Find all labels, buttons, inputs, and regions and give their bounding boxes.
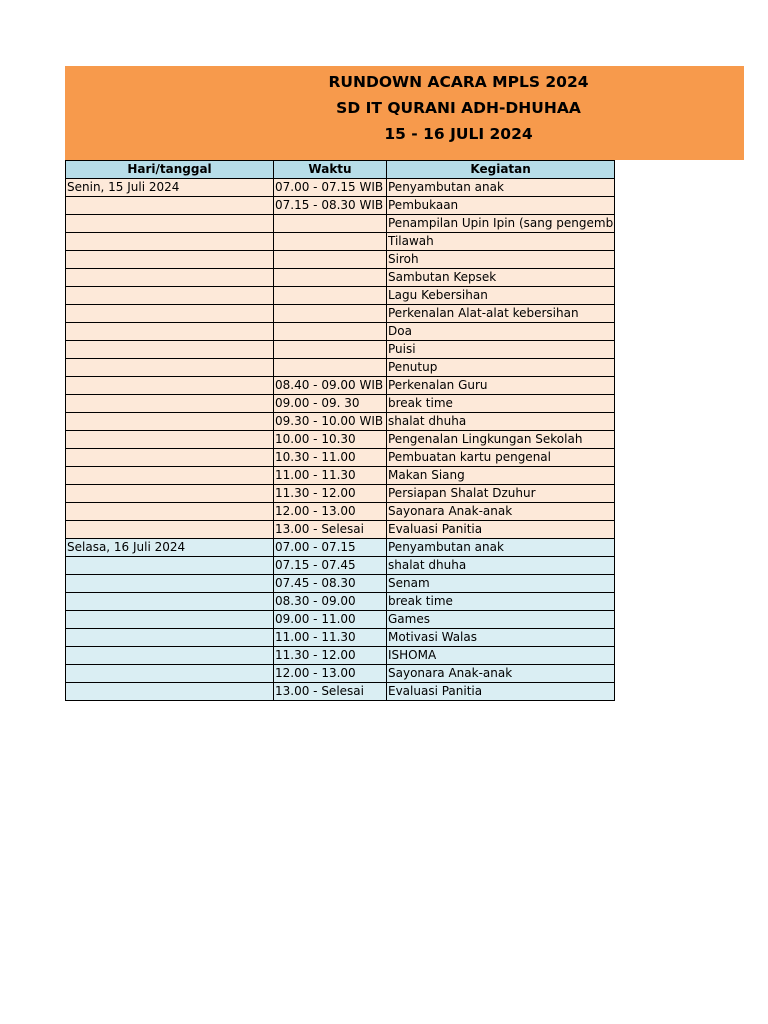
table-row [66, 305, 615, 323]
table-body [66, 179, 615, 701]
table-row [66, 521, 615, 539]
activity-cell: ISHOMA [387, 647, 615, 665]
activity-cell: Evaluasi Panitia [387, 683, 615, 701]
day-cell [66, 629, 274, 647]
time-cell: 07.45 - 08.30 [274, 575, 387, 593]
activity-cell: Lagu Kebersihan [387, 287, 615, 305]
day-cell [66, 305, 274, 323]
day-cell [66, 611, 274, 629]
day-cell: Selasa, 16 Juli 2024 [66, 539, 274, 557]
activity-cell: Makan Siang [387, 467, 615, 485]
day-cell [66, 359, 274, 377]
table-row [66, 503, 615, 521]
schedule-table [65, 160, 615, 701]
time-cell: 09.00 - 09. 30 [274, 395, 387, 413]
activity-cell: Pengenalan Lingkungan Sekolah [387, 431, 615, 449]
day-cell [66, 377, 274, 395]
day-cell: Senin, 15 Juli 2024 [66, 179, 274, 197]
title-banner [65, 66, 744, 160]
time-cell [274, 323, 387, 341]
activity-cell: Penutup [387, 359, 615, 377]
time-cell: 13.00 - Selesai [274, 521, 387, 539]
day-cell [66, 395, 274, 413]
time-cell: 11.30 - 12.00 [274, 485, 387, 503]
time-cell [274, 305, 387, 323]
time-cell: 08.30 - 09.00 [274, 593, 387, 611]
activity-cell: break time [387, 395, 615, 413]
time-cell [274, 269, 387, 287]
table-row [66, 449, 615, 467]
day-cell [66, 647, 274, 665]
day-cell [66, 665, 274, 683]
day-cell [66, 251, 274, 269]
activity-cell: Siroh [387, 251, 615, 269]
activity-cell: Tilawah [387, 233, 615, 251]
title-line-2: SD IT QURANI ADH-DHUHAA [336, 99, 581, 117]
activity-cell: Sayonara Anak-anak [387, 503, 615, 521]
table-row [66, 647, 615, 665]
activity-cell: Perkenalan Guru [387, 377, 615, 395]
table-row [66, 593, 615, 611]
activity-cell: Puisi [387, 341, 615, 359]
table-row [66, 395, 615, 413]
time-cell: 07.15 - 07.45 [274, 557, 387, 575]
table-row [66, 197, 615, 215]
time-cell [274, 287, 387, 305]
table-row [66, 269, 615, 287]
day-cell [66, 287, 274, 305]
table-row [66, 179, 615, 197]
activity-cell: Sambutan Kepsek [387, 269, 615, 287]
table-row [66, 557, 615, 575]
time-cell: 13.00 - Selesai [274, 683, 387, 701]
activity-cell: Pembukaan [387, 197, 615, 215]
table-row [66, 665, 615, 683]
activity-cell: Doa [387, 323, 615, 341]
day-cell [66, 683, 274, 701]
table-row [66, 215, 615, 233]
activity-cell: Senam [387, 575, 615, 593]
table-header-row [66, 161, 615, 179]
day-cell [66, 593, 274, 611]
time-cell: 09.00 - 11.00 [274, 611, 387, 629]
activity-cell: shalat dhuha [387, 413, 615, 431]
table-row [66, 431, 615, 449]
activity-cell: Persiapan Shalat Dzuhur [387, 485, 615, 503]
day-cell [66, 233, 274, 251]
activity-cell: Evaluasi Panitia [387, 521, 615, 539]
day-cell [66, 269, 274, 287]
table-row [66, 251, 615, 269]
time-cell: 08.40 - 09.00 WIB [274, 377, 387, 395]
activity-cell: Sayonara Anak-anak [387, 665, 615, 683]
column-header-activity: Kegiatan [387, 161, 615, 179]
day-cell [66, 431, 274, 449]
time-cell: 11.30 - 12.00 [274, 647, 387, 665]
table-row [66, 539, 615, 557]
day-cell [66, 485, 274, 503]
time-cell: 11.00 - 11.30 [274, 629, 387, 647]
table-row [66, 377, 615, 395]
time-cell: 10.00 - 10.30 [274, 431, 387, 449]
time-cell [274, 233, 387, 251]
activity-cell: Motivasi Walas [387, 629, 615, 647]
time-cell: 07.00 - 07.15 [274, 539, 387, 557]
table-row [66, 467, 615, 485]
activity-cell: Penyambutan anak [387, 539, 615, 557]
activity-cell: Games [387, 611, 615, 629]
day-cell [66, 449, 274, 467]
time-cell: 12.00 - 13.00 [274, 503, 387, 521]
day-cell [66, 467, 274, 485]
day-cell [66, 341, 274, 359]
activity-cell: Penyambutan anak [387, 179, 615, 197]
day-cell [66, 413, 274, 431]
day-cell [66, 323, 274, 341]
table-row [66, 575, 615, 593]
time-cell [274, 215, 387, 233]
time-cell: 10.30 - 11.00 [274, 449, 387, 467]
time-cell: 09.30 - 10.00 WIB [274, 413, 387, 431]
title-line-3: 15 - 16 JULI 2024 [384, 125, 533, 143]
day-cell [66, 197, 274, 215]
time-cell: 07.15 - 08.30 WIB [274, 197, 387, 215]
day-cell [66, 575, 274, 593]
time-cell: 07.00 - 07.15 WIB [274, 179, 387, 197]
time-cell: 12.00 - 13.00 [274, 665, 387, 683]
day-cell [66, 503, 274, 521]
day-cell [66, 557, 274, 575]
table-row [66, 485, 615, 503]
activity-cell: Perkenalan Alat-alat kebersihan [387, 305, 615, 323]
activity-cell: Pembuatan kartu pengenal [387, 449, 615, 467]
table-row [66, 287, 615, 305]
time-cell [274, 359, 387, 377]
column-header-day: Hari/tanggal [66, 161, 274, 179]
activity-cell: shalat dhuha [387, 557, 615, 575]
table-row [66, 629, 615, 647]
table-row [66, 611, 615, 629]
time-cell [274, 341, 387, 359]
table-row [66, 413, 615, 431]
day-cell [66, 215, 274, 233]
table-row [66, 683, 615, 701]
table-row [66, 341, 615, 359]
title-block [65, 69, 744, 147]
table-row [66, 323, 615, 341]
day-cell [66, 521, 274, 539]
time-cell: 11.00 - 11.30 [274, 467, 387, 485]
time-cell [274, 251, 387, 269]
title-line-1: RUNDOWN ACARA MPLS 2024 [328, 73, 589, 91]
column-header-time: Waktu [274, 161, 387, 179]
activity-cell: break time [387, 593, 615, 611]
activity-cell: Penampilan Upin Ipin (sang pengemb [387, 215, 615, 233]
table-row [66, 233, 615, 251]
table-row [66, 359, 615, 377]
